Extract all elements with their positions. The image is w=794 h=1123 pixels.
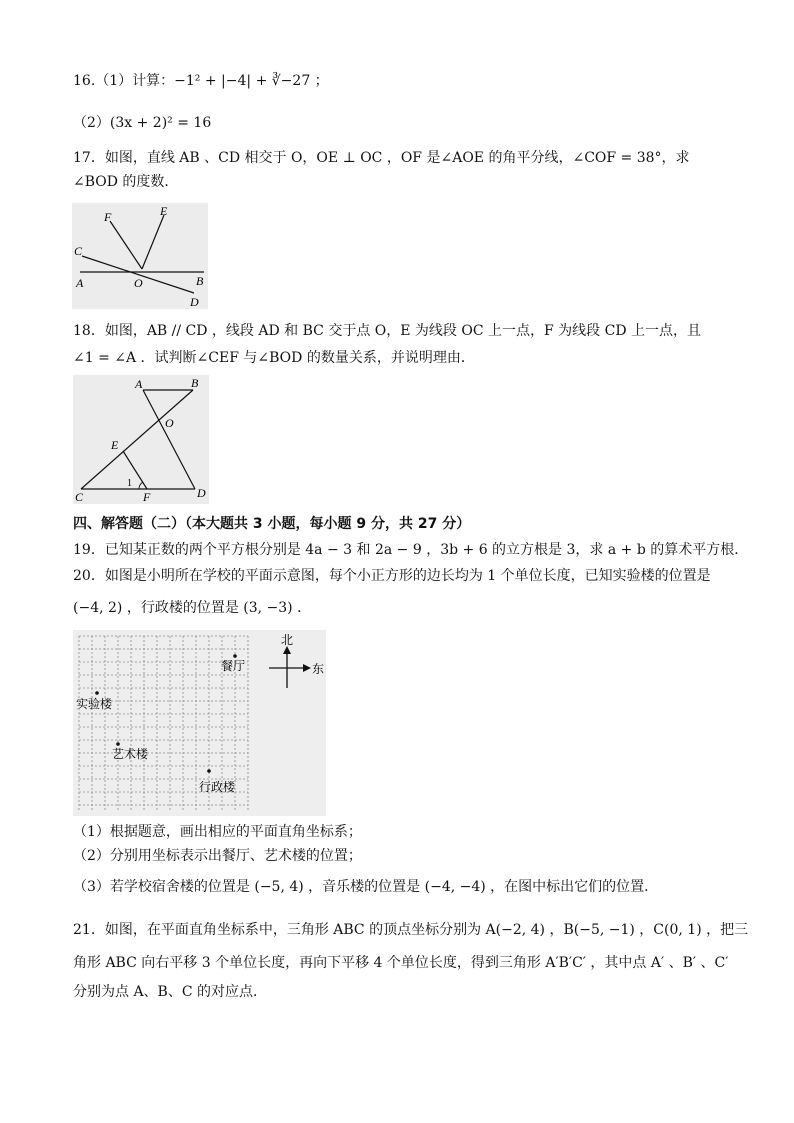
q17-diagram <box>72 203 208 309</box>
q16-part1: 16.（1）计算：−1² + |−4| + ∛−27 ； <box>73 73 329 89</box>
ray-oe <box>142 215 164 269</box>
q18-diagram <box>73 375 209 504</box>
compass-icon <box>269 646 311 688</box>
label-f: F <box>104 210 112 224</box>
label-a: A <box>76 276 84 290</box>
admin-dot <box>207 769 211 773</box>
label-e: E <box>111 438 119 452</box>
q18-text-line2: ∠1 = ∠A ．试判断∠CEF 与∠BOD 的数量关系，并说明理由． <box>73 350 475 366</box>
label-o: O <box>134 276 143 290</box>
lab-dot <box>95 691 99 695</box>
angle-1-arc <box>139 482 143 489</box>
q20-school-map <box>73 630 326 816</box>
q18-figure <box>73 375 209 504</box>
q20-text-line2: (−4, 2) ，行政楼的位置是 (3, −3) ． <box>73 600 312 616</box>
label-f: F <box>143 490 151 504</box>
q20-sub3: （3）若学校宿舍楼的位置是 (−5, 4) ，音乐楼的位置是 (−4, −4) ，在图中标出它们的位置． <box>73 879 659 895</box>
east-label: 东 <box>312 662 325 676</box>
label-b: B <box>196 274 204 288</box>
label-a: A <box>135 377 143 391</box>
art-dot <box>116 742 120 746</box>
label-c: C <box>74 244 83 258</box>
label-d: D <box>190 295 199 309</box>
q21-text-line1: 21．如图，在平面直角坐标系中，三角形 ABC 的顶点坐标分别为 A(−2, 4) ，B(−5, −1) ，C(0, 1) ，把三 <box>73 922 749 938</box>
q17-figure <box>72 203 208 309</box>
section-4-heading: 四、解答题（二）（本大题共 3 小题，每小题 9 分，共 27 分） <box>73 516 471 532</box>
q21-text-line2: 角形 ABC 向右平移 3 个单位长度，再向下平移 4 个单位长度，得到三角形 A′B′C′ ，其中点 A′ 、B′ 、C′ <box>73 955 729 971</box>
q16-part2: （2）(3x + 2)² = 16 <box>73 115 212 131</box>
label-c: C <box>75 490 84 504</box>
canteen-label: 餐厅 <box>221 659 246 673</box>
q20-sub2: （2）分别用坐标表示出餐厅、艺术楼的位置； <box>73 848 362 864</box>
label-o: O <box>165 416 174 430</box>
label-b: B <box>191 376 199 390</box>
q17-text-line2: ∠BOD 的度数． <box>73 174 179 190</box>
label-d: D <box>197 486 206 500</box>
label-angle-1: 1 <box>127 478 132 489</box>
q19-text: 19．已知某正数的两个平方根分别是 4a − 3 和 2a − 9 ，3b + 6 的立方根是 3，求 a + b 的算术平方根． <box>73 542 749 558</box>
q21-text-line3: 分别为点 A、B、C 的对应点． <box>73 984 268 1000</box>
lab-label: 实验楼 <box>76 697 113 711</box>
admin-label: 行政楼 <box>199 780 236 794</box>
art-label: 艺术楼 <box>112 747 149 761</box>
segment-ad <box>143 390 195 489</box>
q17-text-line1: 17．如图，直线 AB 、CD 相交于 O，OE ⊥ OC ，OF 是∠AOE 的角平分线，∠COF = 38°，求 <box>73 150 690 166</box>
north-label: 北 <box>281 633 294 647</box>
q20-text-line1: 20．如图是小明所在学校的平面示意图，每个小正方形的边长均为 1 个单位长度，已知实验楼的位置是 <box>73 568 711 584</box>
canteen-dot <box>233 654 237 658</box>
ray-of <box>110 221 142 269</box>
school-map-grid <box>73 630 326 816</box>
q20-sub1: （1）根据题意，画出相应的平面直角坐标系； <box>73 824 362 840</box>
label-e: E <box>160 204 168 218</box>
q18-text-line1: 18．如图，AB // CD ，线段 AD 和 BC 交于点 O，E 为线段 OC 上一点，F 为线段 CD 上一点，且 <box>73 323 702 339</box>
